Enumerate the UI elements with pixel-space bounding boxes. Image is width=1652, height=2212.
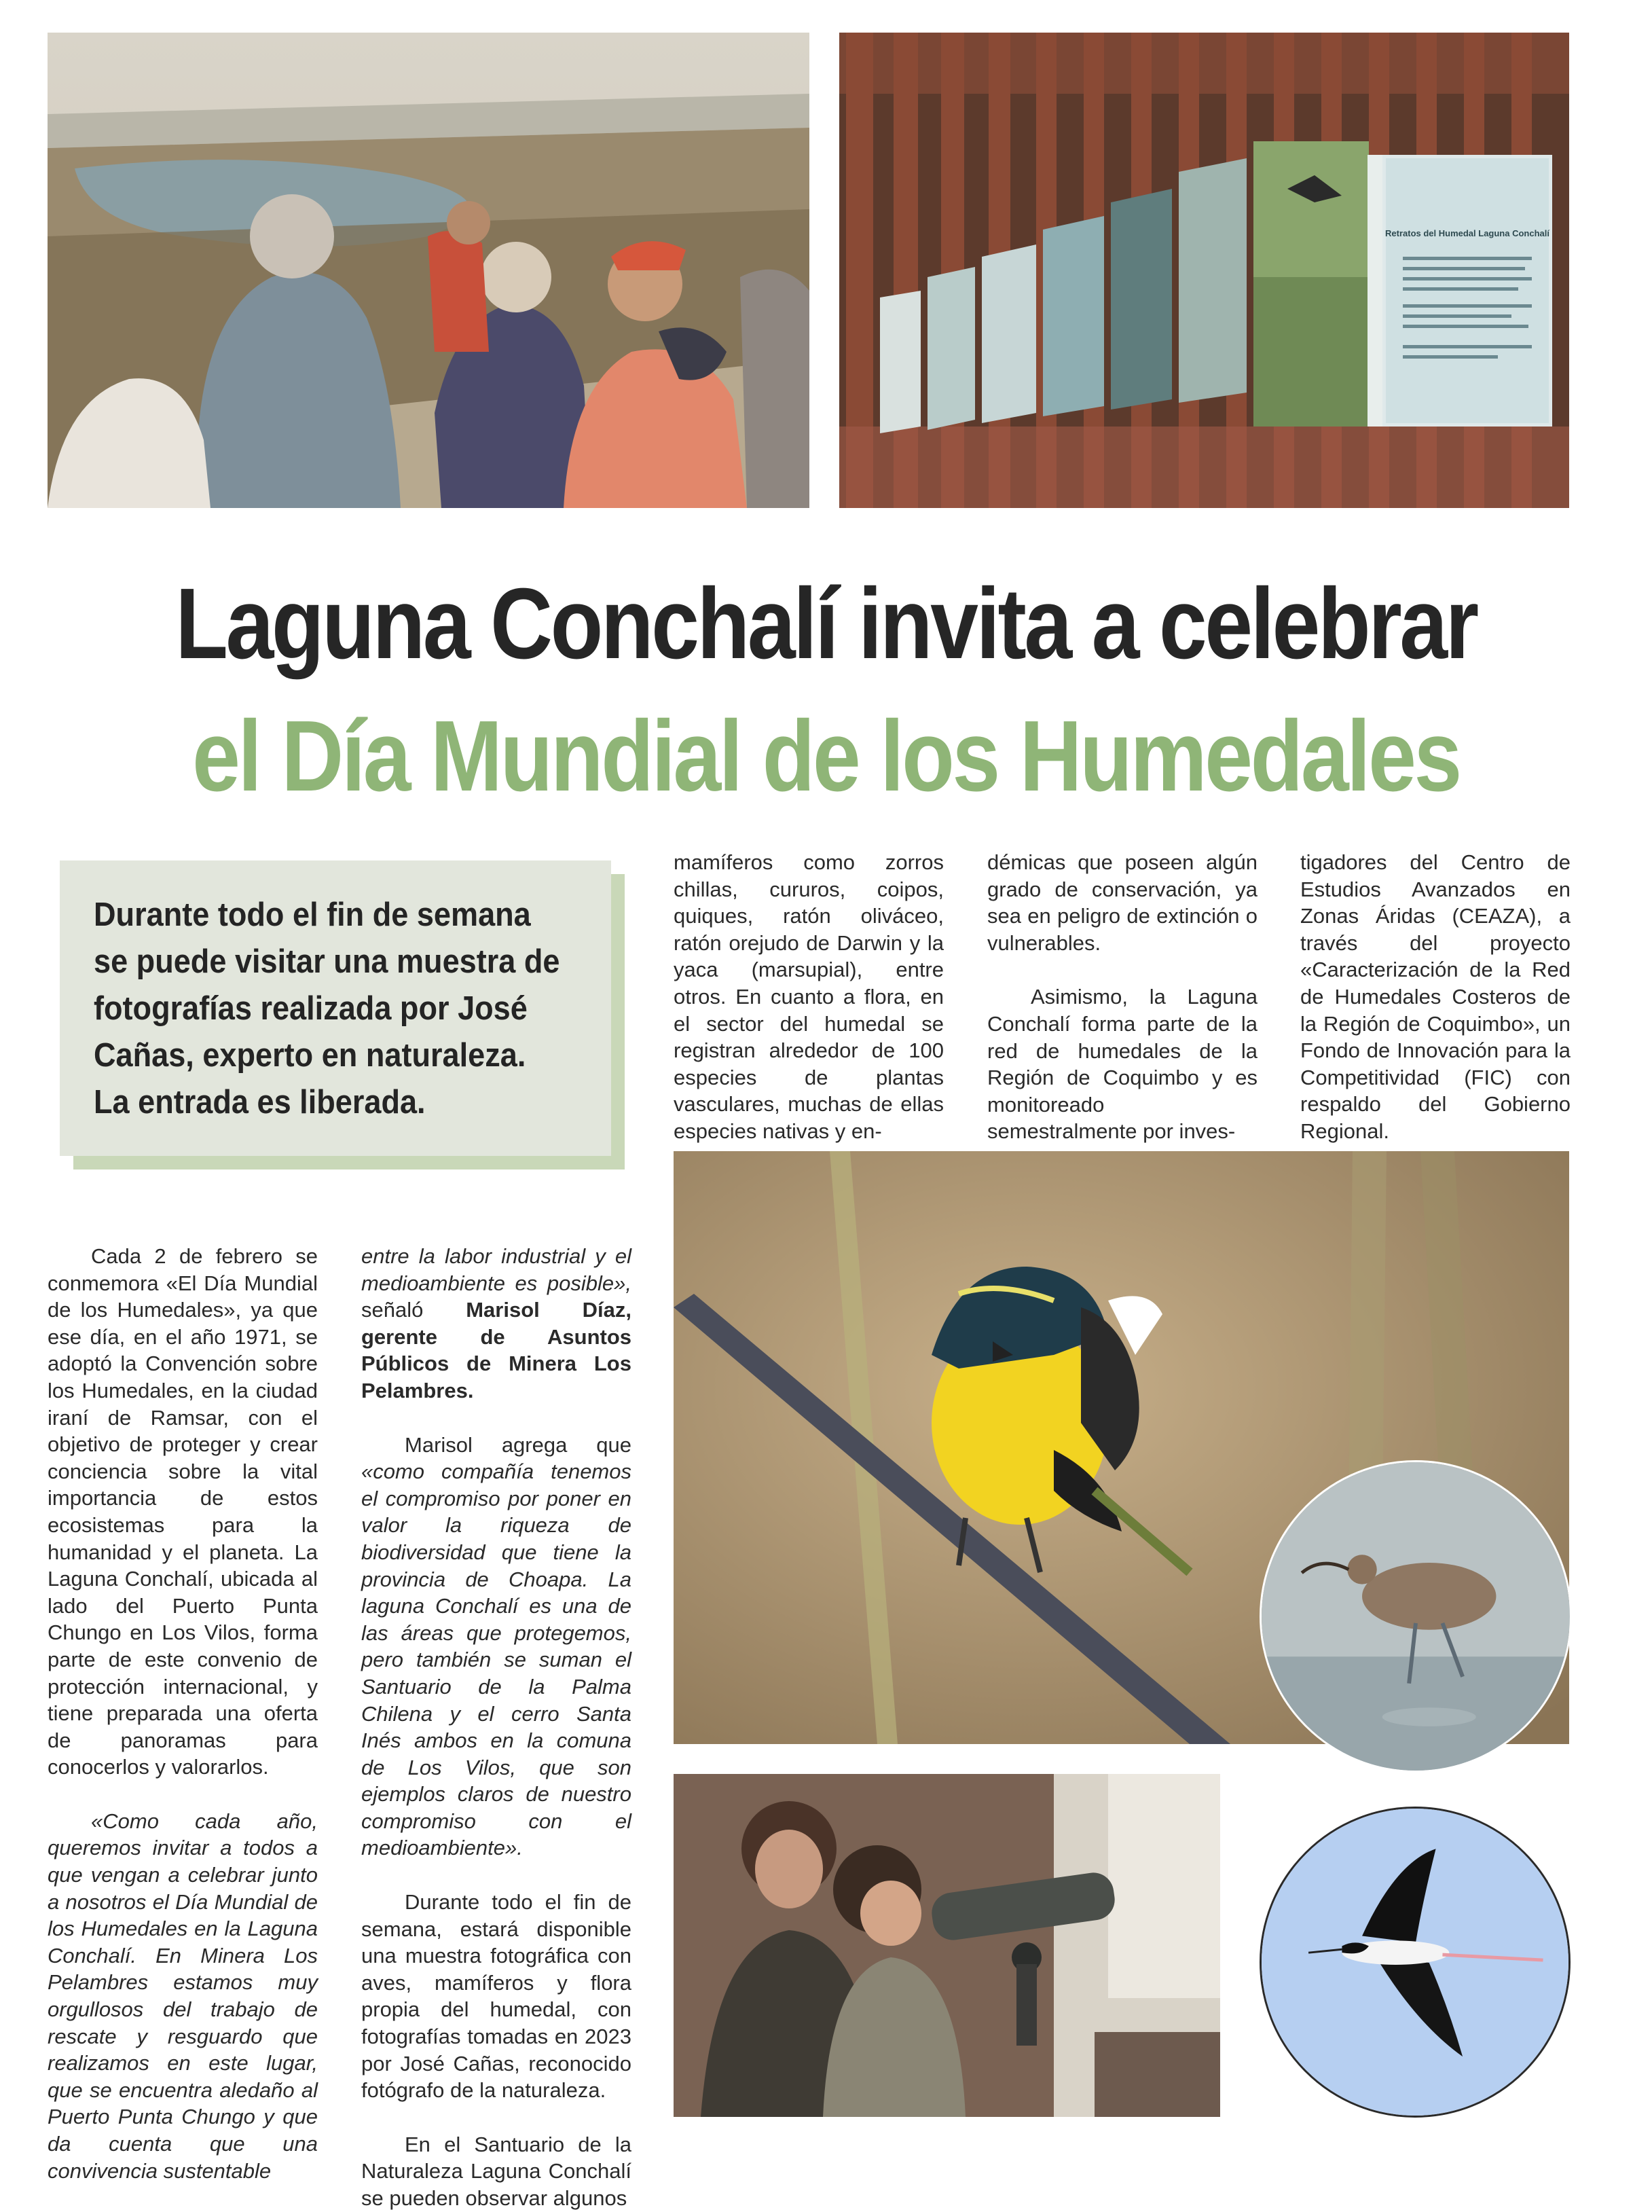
attribution-lead: señaló bbox=[361, 1298, 466, 1322]
top-column-1 bbox=[674, 849, 944, 1145]
top-column-3-text: tigadores del Centro de Estudios Avanzados en Zonas Áridas (CEAZA), a través del proyecto «Caracterización de la Red de Humedales Costeros de la Región de Coquimbo», un Fondo de Innovación para la Competitividad (FIC) con respaldo del Gobierno Regional. bbox=[1300, 850, 1571, 1143]
bottom-column-1 bbox=[48, 1243, 318, 2184]
top-column-3 bbox=[1300, 849, 1571, 1145]
top-column-2-para-1: démicas que poseen algún grado de conservación, ya sea en peligro de extinción o vulnerables. bbox=[987, 850, 1258, 955]
bottom-column-2-para-1 bbox=[361, 1243, 631, 1404]
callout-box bbox=[60, 860, 611, 1156]
attribution-name: Marisol Díaz, gerente de Asuntos Públicos de Minera Los Pelambres. bbox=[361, 1298, 631, 1402]
marisol-lead: Marisol agrega que bbox=[405, 1432, 631, 1457]
bottom-column-1-para-1: Cada 2 de febrero se conmemora «El Día Mundial de los Humedales», ya que ese día, en el año 1971, se adoptó la Convención sobre los Humedales, en la ciudad iraní de Ramsar, con el objetivo de proteger y crear conciencia sobre la vital importancia de estos ecosistemas para la humanidad y el planeta. La Laguna Conchalí, ubicada al lado del Puerto Punta Chungo en Los Vilos, forma parte de este convenio de protección internacional, y tiene preparada una oferta de panoramas para conocerlos y valorarlos. bbox=[48, 1244, 318, 1779]
headline-line-2: el Día Mundial de los Humedales bbox=[192, 700, 1460, 812]
top-column-1-text: mamíferos como zorros chillas, cururos, coipos, quiques, ratón oliváceo, ratón orejudo de Darwin y la yaca (marsupial), entre otros. En cuanto a flora, en el sector del humedal se registran alrededor de 100 especies de plantas vasculares, muchas de ellas especies nativas y en- bbox=[674, 850, 944, 1143]
callout-text: Durante todo el fin de semana se puede visitar una muestra de fotografías realizada por José Cañas, experto en naturaleza. La entrada es liberada. bbox=[94, 896, 560, 1121]
photo-exhibition-panels bbox=[839, 33, 1569, 508]
bottom-column-2-para-2 bbox=[361, 1432, 631, 1862]
panel-sign-title: Retratos del Humedal Laguna Conchalí bbox=[1385, 228, 1549, 238]
top-column-2 bbox=[987, 849, 1258, 1145]
photo-tour-group bbox=[48, 33, 809, 508]
bottom-column-2-para-3: Durante todo el fin de semana, estará disponible una muestra fotográfica con aves, mamíferos y flora propia del humedal, con fotografías tomadas en 2023 por José Cañas, reconocido fotógrafo de la naturaleza. bbox=[361, 1890, 631, 2103]
photo-shorebird-circle bbox=[1260, 1460, 1572, 1773]
photo-spotting-scope bbox=[674, 1774, 1220, 2117]
photo-stilt-circle bbox=[1260, 1807, 1571, 2118]
top-column-2-para-2: Asimismo, la Laguna Conchalí forma parte de la red de humedales de la Región de Coquimbo y es monitoreado semestralmente por inves- bbox=[987, 985, 1258, 1144]
headline-line-1: Laguna Conchalí invita a celebrar bbox=[175, 568, 1477, 680]
bottom-column-2 bbox=[361, 1243, 631, 2212]
quote-continuation: entre la labor industrial y el medioambiente es posible», bbox=[361, 1244, 631, 1295]
bottom-column-2-para-4: En el Santuario de la Naturaleza Laguna Conchalí se pueden observar algunos bbox=[361, 2132, 631, 2210]
bottom-column-1-para-2: «Como cada año, queremos invitar a todos a que vengan a celebrar junto a nosotros el Día Mundial de los Humedales en la Laguna Conchalí. En Minera Los Pelambres estamos muy orgullosos del trabajo de rescate y resguardo que realizamos en este lugar, que se encuentra aledaño al Puerto Punta Chungo y que da cuenta que una convivencia sustentable bbox=[48, 1809, 318, 2183]
marisol-quote: «como compañía tenemos el compromiso por poner en valor la riqueza de biodiversidad que tiene la provincia de Choapa. La laguna Conchalí es una de las áreas que protegemos, pero también se suman el Santuario de la Palma Chilena y el cerro Santa Inés ambos en la comuna de Los Vilos, que son ejemplos claros de nuestro compromiso con el medioambiente». bbox=[361, 1459, 631, 1860]
